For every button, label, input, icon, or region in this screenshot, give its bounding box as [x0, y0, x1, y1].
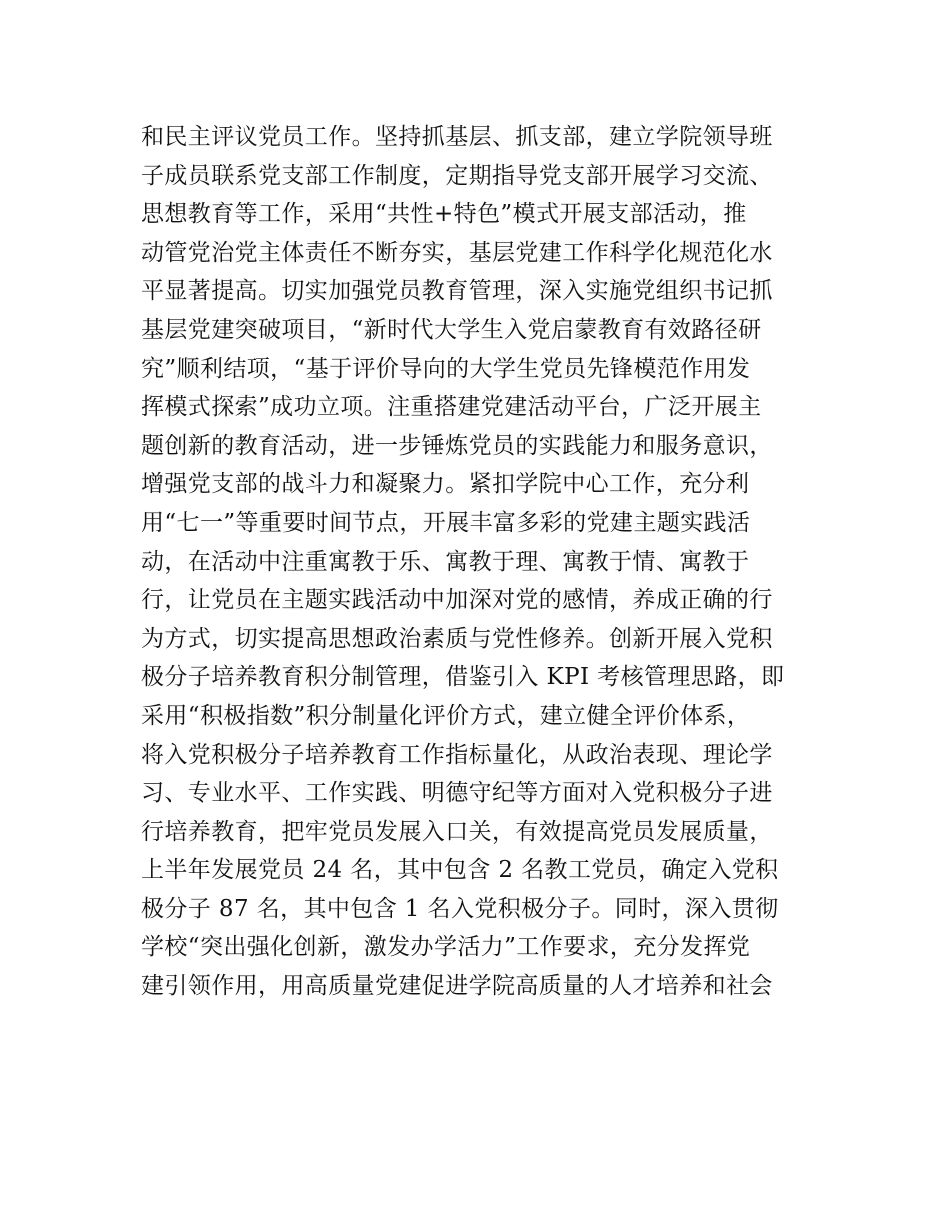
text-line: 为方式，切实提高思想政治素质与党性修养。创新开展入党积	[141, 625, 773, 652]
text-line: 将入党积极分子培养教育工作指标量化，从政治表现、理论学	[141, 741, 773, 768]
text-line: 平显著提高。切实加强党员教育管理，深入实施党组织书记抓	[141, 278, 773, 305]
text-line: 究”顺利结项，“基于评价导向的大学生党员先锋模范作用发	[141, 355, 751, 382]
text-line: 挥模式探索”成功立项。注重搭建党建活动平台，广泛开展主	[141, 394, 762, 421]
text-line: 学校“突出强化创新，激发办学活力”工作要求，充分发挥党	[141, 934, 751, 961]
text-line: 和民主评议党员工作。坚持抓基层、抓支部，建立学院领导班	[141, 124, 773, 150]
text-line: 子成员联系党支部工作制度，定期指导党支部开展学习交流、	[141, 162, 773, 189]
text-line: 极分子培养教育积分制管理，借鉴引入 KPI 考核管理思路，即	[141, 664, 785, 691]
text-line: 行培养教育，把牢党员发展入口关，有效提高党员发展质量，	[141, 818, 773, 845]
text-line: 增强党支部的战斗力和凝聚力。紧扣学院中心工作，充分利	[141, 471, 750, 498]
text-line: 习、专业水平、工作实践、明德守纪等方面对入党积极分子进	[141, 780, 773, 807]
text-line: 基层党建突破项目，“新时代大学生入党启蒙教育有效路径研	[141, 316, 762, 343]
text-line: 采用“积极指数”积分制量化评价方式，建立健全评价体系，	[141, 702, 751, 729]
text-line: 上半年发展党员 24 名，其中包含 2 名教工党员，确定入党积	[141, 857, 779, 884]
text-line: 极分子 87 名，其中包含 1 名入党积极分子。同时，深入贯彻	[141, 895, 779, 922]
text-line: 题创新的教育活动，进一步锤炼党员的实践能力和服务意识，	[141, 432, 773, 459]
body-text	[141, 118, 821, 1006]
text-line: 动管党治党主体责任不断夯实，基层党建工作科学化规范化水	[141, 239, 773, 266]
text-line: 动，在活动中注重寓教于乐、寓教于理、寓教于情、寓教于	[141, 548, 750, 575]
text-line: 行，让党员在主题实践活动中加深对党的感情，养成正确的行	[141, 587, 773, 614]
text-line: 建引领作用，用高质量党建促进学院高质量的人才培养和社会	[141, 973, 773, 1000]
text-line: 用“七一”等重要时间节点，开展丰富多彩的党建主题实践活	[141, 509, 751, 536]
text-line: 思想教育等工作，采用“共性+特色”模式开展支部活动，推	[141, 201, 747, 228]
